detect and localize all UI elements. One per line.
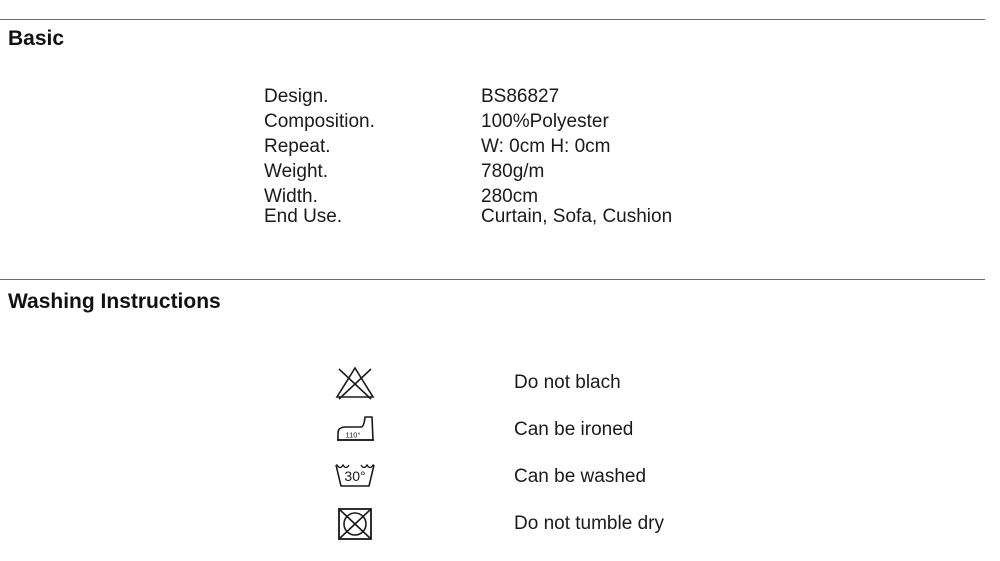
care-text: Do not tumble dry (514, 513, 664, 534)
spec-value: 780g/m (481, 161, 545, 182)
spec-label: Repeat. (264, 136, 331, 157)
spec-value: Curtain, Sofa, Cushion (481, 206, 673, 227)
no-bleach-icon (334, 366, 376, 400)
iron-icon (334, 413, 376, 447)
spec-value: BS86827 (481, 86, 560, 107)
spec-value: 280cm (481, 186, 539, 207)
spec-label: Composition. (264, 111, 375, 132)
care-text: Do not blach (514, 372, 621, 393)
spec-value: W: 0cm H: 0cm (481, 136, 611, 157)
top-divider (0, 19, 985, 20)
spec-label: Width. (264, 186, 318, 207)
washing-section-title: Washing Instructions (8, 290, 221, 313)
no-tumble-dry-icon (334, 507, 376, 541)
spec-label: Weight. (264, 161, 329, 182)
spec-label: End Use. (264, 206, 343, 227)
spec-value: 100%Polyester (481, 111, 609, 132)
care-text: Can be ironed (514, 419, 634, 440)
washing-divider (0, 279, 985, 280)
basic-section-title: Basic (8, 27, 65, 50)
iron-temperature-label: 110° (345, 430, 361, 440)
wash-tub-icon (334, 460, 376, 494)
care-text: Can be washed (514, 466, 647, 487)
spec-label: Design. (264, 86, 329, 107)
wash-temperature-label: 30° (344, 468, 366, 484)
